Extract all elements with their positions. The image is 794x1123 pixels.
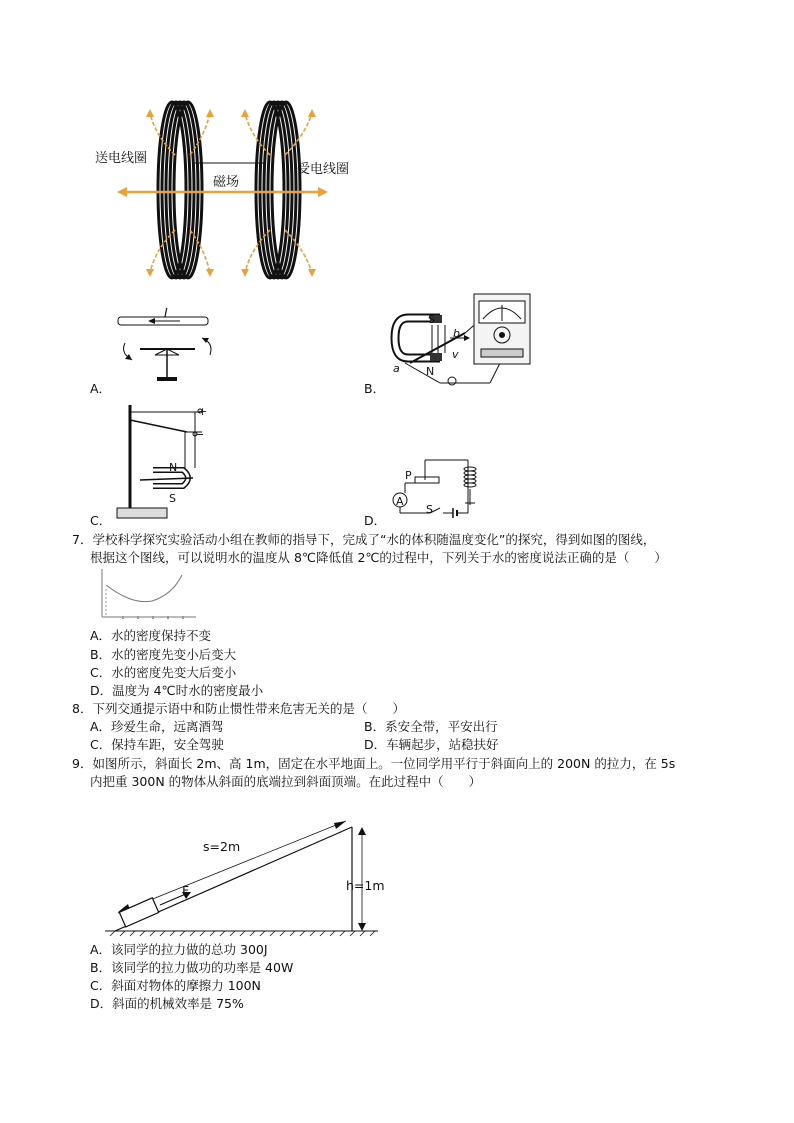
q9-option-b: B．该同学的拉力做功的功率是 40W: [90, 960, 294, 975]
recv-coil-label: 受电线圈: [297, 162, 350, 177]
fig-b-n: N: [426, 365, 435, 378]
q7-option-b: B．水的密度先变小后变大: [90, 647, 237, 662]
option-b-label-q6: B．: [364, 381, 386, 396]
fig-d-circuit: [385, 455, 490, 525]
fig-c-s: S: [169, 492, 176, 505]
galvanometer-icon: [473, 293, 531, 365]
q9-incline-figure: [90, 815, 380, 940]
fig-d-a: A: [396, 495, 404, 508]
q8-option-d: D．车辆起步，站稳扶好: [364, 737, 499, 752]
q9-option-c: C．斜面对物体的摩擦力 100N: [90, 978, 261, 993]
send-coil-label: 送电线圈: [95, 151, 148, 166]
fig-b-a: a: [393, 362, 400, 375]
recv-coil: [256, 102, 300, 278]
q8-option-a: A．珍爱生命，远离酒驾: [90, 719, 224, 734]
fig-c-plus: +: [198, 405, 208, 418]
option-a-label-q6: A．: [90, 381, 112, 396]
q7-stem-line1: 7．学校科学探究实验活动小组在教师的指导下，完成了“水的体积随温度变化”的探究，得到如图的图线，: [72, 532, 656, 547]
send-coil: [158, 102, 202, 278]
fig-b-v: v: [452, 348, 459, 361]
q9-stem-line2: 内把重 300N 的物体从斜面的底端拉到斜面顶端。在此过程中（ ）: [90, 774, 482, 789]
fig-a-current-label: I: [164, 305, 168, 320]
q9-fig-f: F: [182, 883, 190, 898]
fig-c-minus: −: [195, 428, 205, 441]
q7-option-c: C．水的密度先变大后变小: [90, 665, 237, 680]
q7-stem-line2: 根据这个图线，可以说明水的温度从 8℃降低值 2℃的过程中，下列关于水的密度说法正确的是（ ）: [90, 550, 667, 565]
q8-stem: 8．下列交通提示语中和防止惯性带来危害无关的是（ ）: [72, 701, 405, 716]
fig-d-p: P: [405, 469, 412, 482]
field-label: 磁场: [213, 175, 240, 190]
option-c-label-q6: C．: [90, 513, 112, 528]
q9-option-a: A．该同学的拉力做的总功 300J: [90, 942, 268, 957]
q8-option-c: C．保持车距，安全驾驶: [90, 737, 224, 752]
fig-c-n: N: [169, 461, 178, 474]
q7-option-d: D．温度为 4℃时水的密度最小: [90, 683, 264, 698]
q9-option-d: D．斜面的机械效率是 75%: [90, 996, 244, 1011]
fig-b-b: b: [453, 327, 460, 340]
q9-stem-line1: 9．如图所示，斜面长 2m、高 1m，固定在水平地面上。一位同学用平行于斜面向上的 200N 的拉力，在 5s: [72, 756, 676, 771]
q9-fig-h: h=1m: [346, 878, 385, 893]
q8-option-b: B．系安全带，平安出行: [364, 719, 498, 734]
option-d-label-q6: D．: [364, 513, 387, 528]
q9-fig-s: s=2m: [203, 839, 241, 854]
q7-option-a: A．水的密度保持不变: [90, 628, 212, 643]
fig-d-s: S: [426, 503, 433, 516]
q7-volume-graph: [92, 567, 198, 622]
fig-b-s: S: [428, 313, 435, 326]
